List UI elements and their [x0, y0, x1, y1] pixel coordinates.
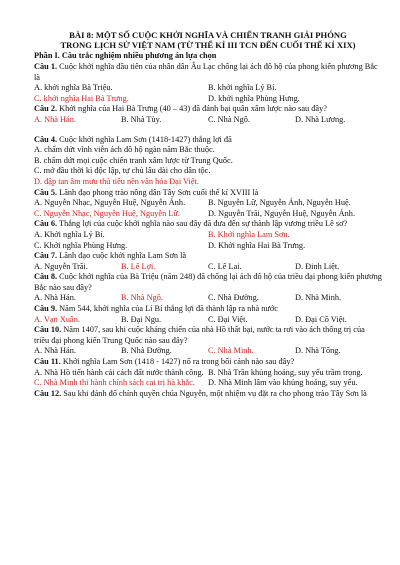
question-number: Câu 8. [34, 272, 58, 282]
question-text: Cuộc khởi nghĩa đầu tiên của nhân dân Âu Lạc chống lại ách đô hộ của phong kiến phương Bắc là [34, 62, 378, 82]
option-d: D. Đại Cồ Việt. [295, 314, 347, 324]
option-d: D. Khởi nghĩa Hai Bà Trưng. [208, 240, 306, 250]
option-b: B. Nguyễn Lữ, Nguyễn Ánh, Nguyễn Huệ. [208, 198, 351, 208]
question-number: Câu 5. [34, 187, 58, 197]
option-c-answer: C. Nhà Minh thi hành chính sách cai trị hà khắc. [34, 378, 195, 388]
question-text: Khởi nghĩa của Hai Bà Trưng (40 – 43) đã đánh bại quân xâm lược nào sau đây? [59, 104, 327, 114]
option-d: D. Nhà Minh lâm vào khủng hoảng, suy yếu. [208, 378, 358, 388]
question-6 [34, 219, 382, 230]
option-c-answer: C. Nguyễn Nhạc, Nguyễn Huệ, Nguyễn Lữ. [34, 208, 180, 218]
option-c: C. Nhà Đường. [208, 293, 259, 303]
option-d: D. Nhà Lương. [295, 114, 346, 124]
options-row [34, 346, 382, 357]
section-heading: Phần I. Câu trắc nghiệm nhiều phương án lựa chọn [34, 51, 217, 61]
option-c: C. Đại Việt. [208, 314, 248, 324]
question-text: Thắng lợi của cuộc khởi nghĩa nào sau đây đã đưa đến sự thành lập vương triều Lê sơ? [59, 219, 348, 229]
option-a: A. Nhà Hán. [34, 346, 76, 356]
question-text: Năm 1407, sau khi cuộc kháng chiến của nhà Hồ thất bại, nước ta rơi vào ách thống trị của triều đại phong kiến Trung Quốc nào sau đây? [34, 325, 365, 345]
question-12 [34, 389, 382, 400]
title-line-1: BÀI 8: MỘT SỐ CUỘC KHỞI NGHĨA VÀ CHIẾN TRANH GIẢI PHÓNG [69, 30, 347, 40]
document-title [34, 30, 382, 50]
option-d: D. khởi nghĩa Phùng Hưng. [208, 93, 300, 103]
options-row [34, 262, 382, 273]
question-11 [34, 357, 382, 368]
option-b: B. Đại Ngu. [121, 314, 162, 324]
question-text: Lãnh đạo phong trào nông dân Tây Sơn cuối thế kỉ XVIII là [59, 187, 259, 197]
option-b: B. Nhà Tùy. [121, 114, 162, 124]
question-8 [34, 272, 382, 293]
options-row [34, 368, 382, 379]
option-b: B. khởi nghĩa Lý Bí. [208, 83, 277, 93]
question-7 [34, 251, 382, 262]
question-10 [34, 325, 382, 346]
option-b-answer: B. Nhà Ngô. [121, 293, 163, 303]
question-text: Cuộc khởi nghĩa của Bà Triệu (năm 248) đã chống lại ách đô hộ của triều đại phong kiến phương Bắc nào sau đây? [34, 272, 382, 292]
question-text: Lãnh đạo cuộc khởi nghĩa Lam Sơn là [59, 251, 187, 261]
question-4 [34, 135, 382, 146]
options-row [34, 230, 382, 241]
options-row [34, 209, 382, 220]
question-9 [34, 304, 382, 315]
question-number: Câu 11. [34, 357, 61, 367]
option-c: C. Khởi nghĩa Phùng Hưng. [34, 240, 128, 250]
question-text: Sau khi đánh đổ chính quyền chúa Nguyễn, một nhiệm vụ đặt ra cho phong trào Tây Sơn là [63, 388, 367, 398]
options-row [34, 83, 382, 94]
option-b: B. Nhà Đường. [121, 346, 172, 356]
question-number: Câu 9. [34, 304, 58, 314]
option-a: A. Khởi nghĩa Lý Bí. [34, 229, 105, 239]
question-number: Câu 10. [34, 325, 62, 335]
options-row [34, 241, 382, 252]
option-d: D. Nguyễn Trãi, Nguyễn Huệ, Nguyễn Ánh. [208, 208, 356, 218]
options-row [34, 378, 382, 389]
question-text: Cuộc khởi nghĩa Lam Sơn (1418-1427) thắng lợi đã [59, 134, 232, 144]
question-1 [34, 62, 382, 83]
option-d: D. Nhà Minh. [295, 293, 342, 303]
option-d: D. Đinh Liệt. [295, 261, 340, 271]
option-d-answer: D. đập tan âm mưu thủ tiêu nền văn hóa Đại Việt. [34, 176, 199, 186]
option-b: B. Nhà Trần khủng hoảng, suy yếu trầm trọng. [208, 367, 363, 377]
option-b-answer: B. Lê Lợi. [121, 261, 156, 271]
option-c-answer: C. khởi nghĩa Hai Bà Trưng. [34, 93, 129, 103]
option-c-answer: C. Nhà Minh. [208, 346, 254, 356]
options-row [34, 94, 382, 105]
question-number: Câu 4. [34, 134, 58, 144]
option-c: C. mở đầu thời kì độc lập, tự chủ lâu dài cho dân tộc. [34, 166, 211, 176]
question-2 [34, 104, 382, 115]
option-b-answer: B. Khởi nghĩa Lam Sơn. [208, 229, 290, 239]
option-b: B. chấm dứt mọi cuộc chiến tranh xâm lược từ Trung Quốc. [34, 155, 233, 165]
question-number: Câu 1. [34, 62, 58, 71]
option-a: A. khởi nghĩa Bà Triệu. [34, 83, 113, 93]
option-c: C. Nhà Ngô. [208, 114, 250, 124]
option-a: A. Nhà Hán. [34, 293, 76, 303]
question-5 [34, 188, 382, 199]
option-a: A. Nguyễn Trãi. [34, 261, 88, 271]
option-a-answer: A. Vạn Xuân. [34, 314, 80, 324]
question-number: Câu 2. [34, 104, 58, 114]
spacer [34, 126, 382, 135]
option-a: A. Nhà Hồ tiến hành cải cách đất nước thành công. [34, 367, 204, 377]
options-row [34, 293, 382, 304]
question-text: Năm 544, khởi nghĩa của Lí Bí thắng lợi đã thành lập ra nhà nước [59, 304, 278, 314]
question-number: Câu 7. [34, 251, 58, 261]
options-row [34, 115, 382, 126]
option-a-answer: A. Nhà Hán. [34, 114, 76, 124]
option-d: D. Nhà Tống. [295, 346, 341, 356]
question-text: Khởi nghĩa Lam Sơn (1418 - 1427) nổ ra trong bối cảnh nào sau đây? [62, 357, 295, 367]
option-c: C. Lê Lai. [208, 261, 242, 271]
question-number: Câu 6. [34, 219, 58, 229]
options-row [34, 198, 382, 209]
question-number: Câu 12. [34, 388, 62, 398]
option-a: A. chấm dứt vĩnh viễn ách đô hộ ngàn năm Bắc thuộc. [34, 145, 215, 155]
options-row [34, 315, 382, 326]
option-a: A. Nguyễn Nhạc, Nguyễn Huệ, Nguyễn Ánh. [34, 198, 186, 208]
title-line-2: TRONG LỊCH SỬ VIỆT NAM (TỪ THẾ KỈ III TCN ĐẾN CUỐI THẾ KỈ XIX) [60, 40, 356, 51]
